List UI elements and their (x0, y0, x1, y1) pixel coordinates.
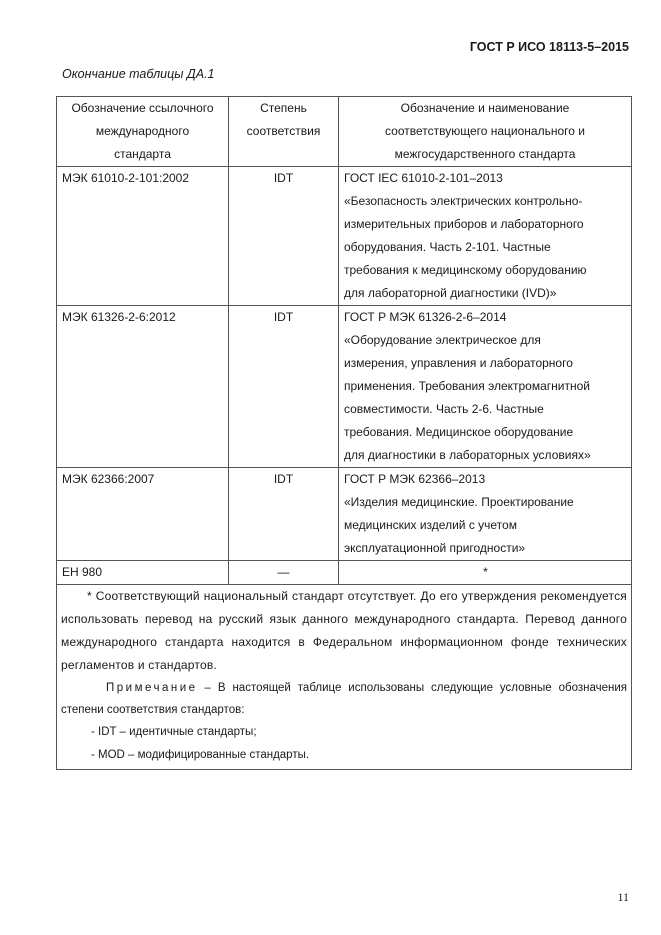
national-standard-line: для диагностики в лабораторных условиях» (344, 448, 591, 462)
cell-intl-standard: МЭК 61010-2-101:2002 (57, 167, 229, 306)
footnote: * Соответствующий национальный стандарт отсутствует. До его утверждения рекомендуется использовать перевод на русский язык данного международного стандарта. Перевод данного международного стандарта находится в Федеральном информационном фонде технических регламентов и стандартов. (61, 589, 627, 672)
cell-national-standard (339, 468, 632, 561)
column-header-intl (57, 97, 229, 167)
cell-degree: IDT (229, 468, 339, 561)
national-standard-line: измерительных приборов и лабораторного (344, 217, 584, 231)
column-header-degree (229, 97, 339, 167)
national-standard-line: * (483, 565, 488, 579)
note (61, 677, 627, 721)
note-label: Примечание (106, 682, 198, 694)
document-header-standard-id: ГОСТ Р ИСО 18113-5–2015 (469, 40, 629, 54)
national-standard-line: «Изделия медицинские. Проектирование (344, 495, 574, 509)
national-standard-line: ГОСТ Р МЭК 62366–2013 (344, 472, 486, 486)
national-standard-line: медицинских изделий с учетом (344, 518, 517, 532)
cell-intl-standard: МЭК 61326-2-6:2012 (57, 306, 229, 468)
header-line: соответствия (246, 124, 321, 138)
table-row (57, 561, 632, 585)
cell-national-standard (339, 561, 632, 585)
page-number: 11 (617, 890, 629, 904)
national-standard-line: применения. Требования электромагнитной (344, 379, 590, 393)
national-standard-line: оборудования. Часть 2-101. Частные (344, 240, 551, 254)
cell-intl-standard: МЭК 62366:2007 (57, 468, 229, 561)
national-standard-line: совместимости. Часть 2-6. Частные (344, 402, 544, 416)
cell-national-standard (339, 167, 632, 306)
table-caption: Окончание таблицы ДА.1 (62, 67, 215, 81)
cell-intl-standard: ЕН 980 (57, 561, 229, 585)
national-standard-line: ГОСТ Р МЭК 61326-2-6–2014 (344, 310, 507, 324)
header-line: Обозначение ссылочного (71, 101, 214, 115)
table-notes-row (57, 585, 632, 770)
cell-degree: IDT (229, 167, 339, 306)
national-standard-line: требования к медицинскому оборудованию (344, 263, 587, 277)
header-line: международного (95, 124, 190, 138)
national-standard-line: эксплуатационной пригодности» (344, 541, 526, 555)
table-row (57, 306, 632, 468)
header-line: Обозначение и наименование (400, 101, 570, 115)
header-line: межгосударственного стандарта (394, 147, 576, 161)
national-standard-line: для лабораторной диагностики (IVD)» (344, 286, 557, 300)
table-header-row (57, 97, 632, 167)
correspondence-table (56, 96, 632, 770)
national-standard-line: ГОСТ IEC 61010-2-101–2013 (344, 171, 503, 185)
table-row (57, 468, 632, 561)
legend-item: - IDT – идентичные стандарты; (91, 726, 257, 738)
cell-degree: IDT (229, 306, 339, 468)
header-line: Степень (260, 101, 307, 115)
header-line: соответствующего национального и (385, 124, 585, 138)
column-header-national (339, 97, 632, 167)
table-notes (57, 585, 632, 770)
national-standard-line: требования. Медицинское оборудование (344, 425, 574, 439)
national-standard-line: «Оборудование электрическое для (344, 333, 541, 347)
cell-national-standard (339, 306, 632, 468)
header-line: стандарта (114, 147, 171, 161)
table-row (57, 167, 632, 306)
legend-item: - MOD – модифицированные стандарты. (91, 749, 310, 761)
national-standard-line: измерения, управления и лабораторного (344, 356, 573, 370)
note-text: – В настоящей таблице использованы следующие условные обозначения степени соответствия стандартов: (61, 682, 627, 716)
national-standard-line: «Безопасность электрических контрольно- (344, 194, 583, 208)
cell-degree: — (229, 561, 339, 585)
